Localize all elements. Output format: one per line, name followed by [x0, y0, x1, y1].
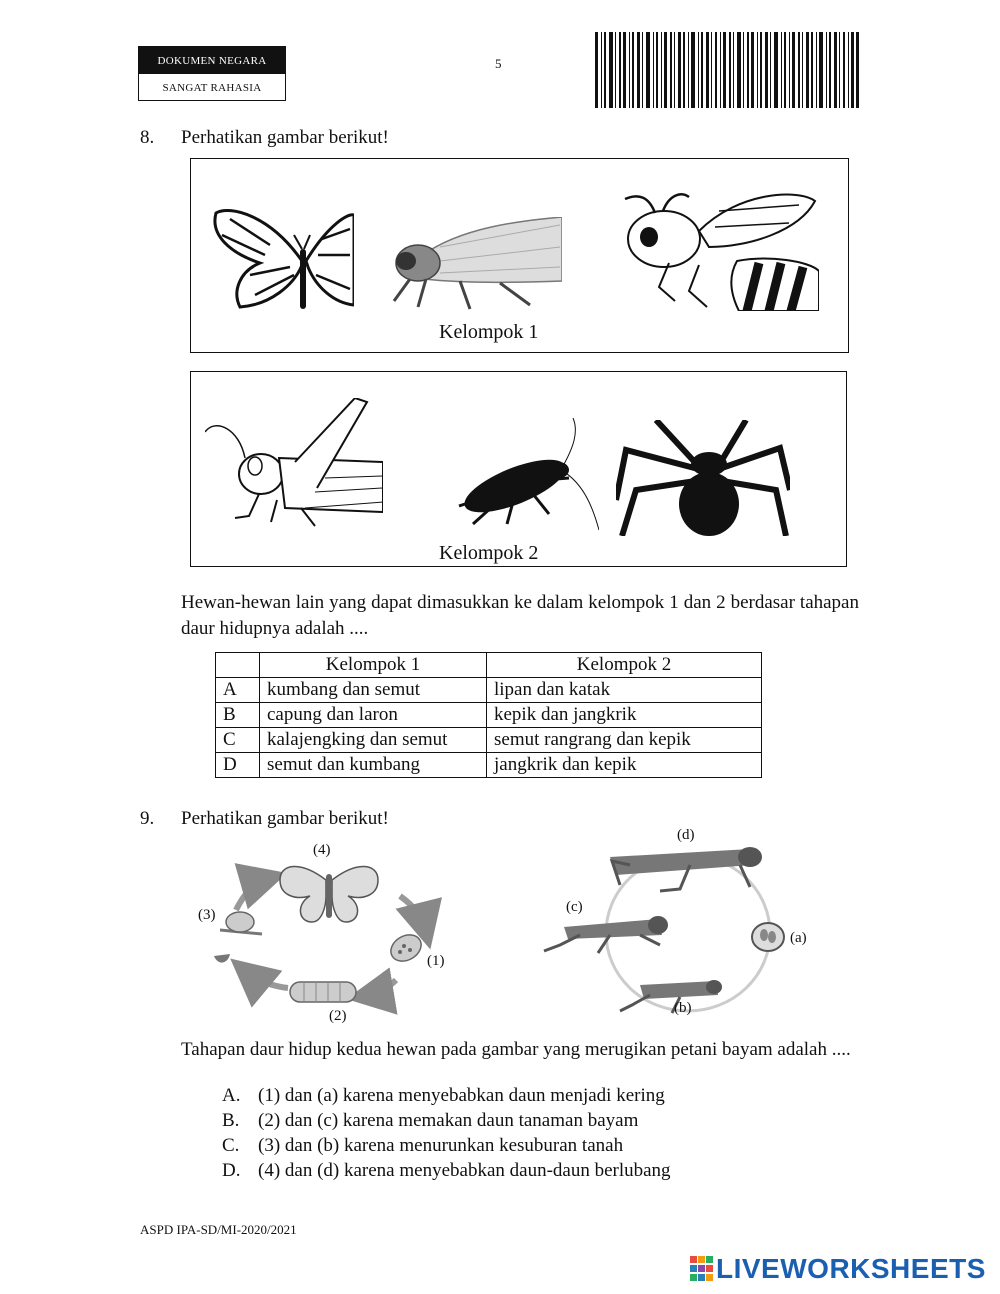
option-letter: D. [222, 1160, 241, 1181]
table-row [216, 728, 762, 753]
table-row [216, 753, 762, 778]
table-header-cell: Kelompok 2 [487, 653, 762, 678]
table-cell: semut dan kumbang [260, 753, 487, 778]
grasshopper-label-b: (b) [674, 1000, 692, 1016]
document-classification-label [138, 46, 286, 101]
table-header-row [216, 653, 762, 678]
liveworksheets-logo-icon [690, 1256, 714, 1282]
table-cell: kepik dan jangkrik [487, 703, 762, 728]
doc-type-top: DOKUMEN NEGARA [139, 47, 285, 74]
butterfly-image [210, 205, 354, 311]
grasshopper-label-c: (c) [566, 899, 583, 915]
option-a[interactable] [222, 1085, 665, 1107]
table-cell: D [216, 753, 260, 778]
option-text: (1) dan (a) karena menyebabkan daun menjadi kering [258, 1085, 665, 1106]
q9-number: 9. [140, 808, 155, 829]
q8-prompt: Perhatikan gambar berikut! [181, 127, 389, 148]
grasshopper-label-d: (d) [677, 827, 695, 843]
butterfly-egg-stage [386, 930, 426, 967]
table-header-cell [216, 653, 260, 678]
butterfly-label-3: (3) [198, 907, 216, 923]
butterfly-larva-stage [290, 982, 356, 1002]
q8-question: Hewan-hewan lain yang dapat dimasukkan ke dalam kelompok 1 dan 2 berdasar tahapan daur hidupnya adalah .... [181, 592, 859, 639]
option-text: (4) dan (d) karena menyebabkan daun-daun berlubang [258, 1160, 671, 1181]
group1-box [190, 158, 849, 353]
group2-caption: Kelompok 2 [439, 542, 539, 564]
option-letter: B. [222, 1110, 240, 1131]
group2-box [190, 371, 847, 567]
grasshopper-egg-stage [752, 923, 784, 951]
table-cell: jangkrik dan kepik [487, 753, 762, 778]
grasshopper-image [205, 398, 383, 528]
exam-code: ASPD IPA-SD/MI-2020/2021 [140, 1222, 297, 1237]
butterfly-label-4: (4) [313, 842, 331, 858]
butterfly-label-1: (1) [427, 953, 445, 969]
bee-image [619, 191, 819, 311]
butterfly-adult-stage [280, 866, 378, 922]
table-row [216, 678, 762, 703]
table-cell: kalajengking dan semut [260, 728, 487, 753]
page-number: 5 [495, 56, 502, 71]
group1-caption: Kelompok 1 [439, 321, 539, 343]
doc-type-bottom: SANGAT RAHASIA [139, 74, 285, 100]
cockroach-image [453, 418, 599, 530]
table-cell: B [216, 703, 260, 728]
option-c[interactable] [222, 1135, 623, 1157]
q9-prompt: Perhatikan gambar berikut! [181, 808, 389, 829]
table-row [216, 703, 762, 728]
moth-image [380, 217, 562, 311]
barcode-image [595, 32, 859, 108]
butterfly-life-cycle-diagram [200, 840, 450, 1025]
table-cell: C [216, 728, 260, 753]
table-cell: semut rangrang dan kepik [487, 728, 762, 753]
grasshopper-label-a: (a) [790, 930, 807, 946]
q8-number: 8. [140, 127, 155, 148]
butterfly-label-2: (2) [329, 1008, 347, 1024]
butterfly-pupa-stage [214, 912, 262, 963]
table-cell: capung dan laron [260, 703, 487, 728]
spider-image [616, 420, 790, 536]
table-cell: A [216, 678, 260, 703]
liveworksheets-wordmark: LIVEWORKSHEETS [716, 1253, 986, 1284]
option-d[interactable] [222, 1160, 671, 1182]
answer-table [215, 652, 762, 778]
grasshopper-life-cycle-diagram [540, 835, 800, 1020]
option-b[interactable] [222, 1110, 638, 1132]
option-text: (3) dan (b) karena menurunkan kesuburan tanah [258, 1135, 624, 1156]
q9-question: Tahapan daur hidup kedua hewan pada gambar yang merugikan petani bayam adalah .... [181, 1039, 851, 1060]
option-letter: C. [222, 1135, 240, 1156]
table-header-cell: Kelompok 1 [260, 653, 487, 678]
liveworksheets-logo[interactable] [690, 1253, 986, 1285]
grasshopper-adult-stage [610, 847, 762, 891]
option-text: (2) dan (c) karena memakan daun tanaman bayam [258, 1110, 639, 1131]
table-cell: kumbang dan semut [260, 678, 487, 703]
option-letter: A. [222, 1085, 241, 1106]
table-cell: lipan dan katak [487, 678, 762, 703]
